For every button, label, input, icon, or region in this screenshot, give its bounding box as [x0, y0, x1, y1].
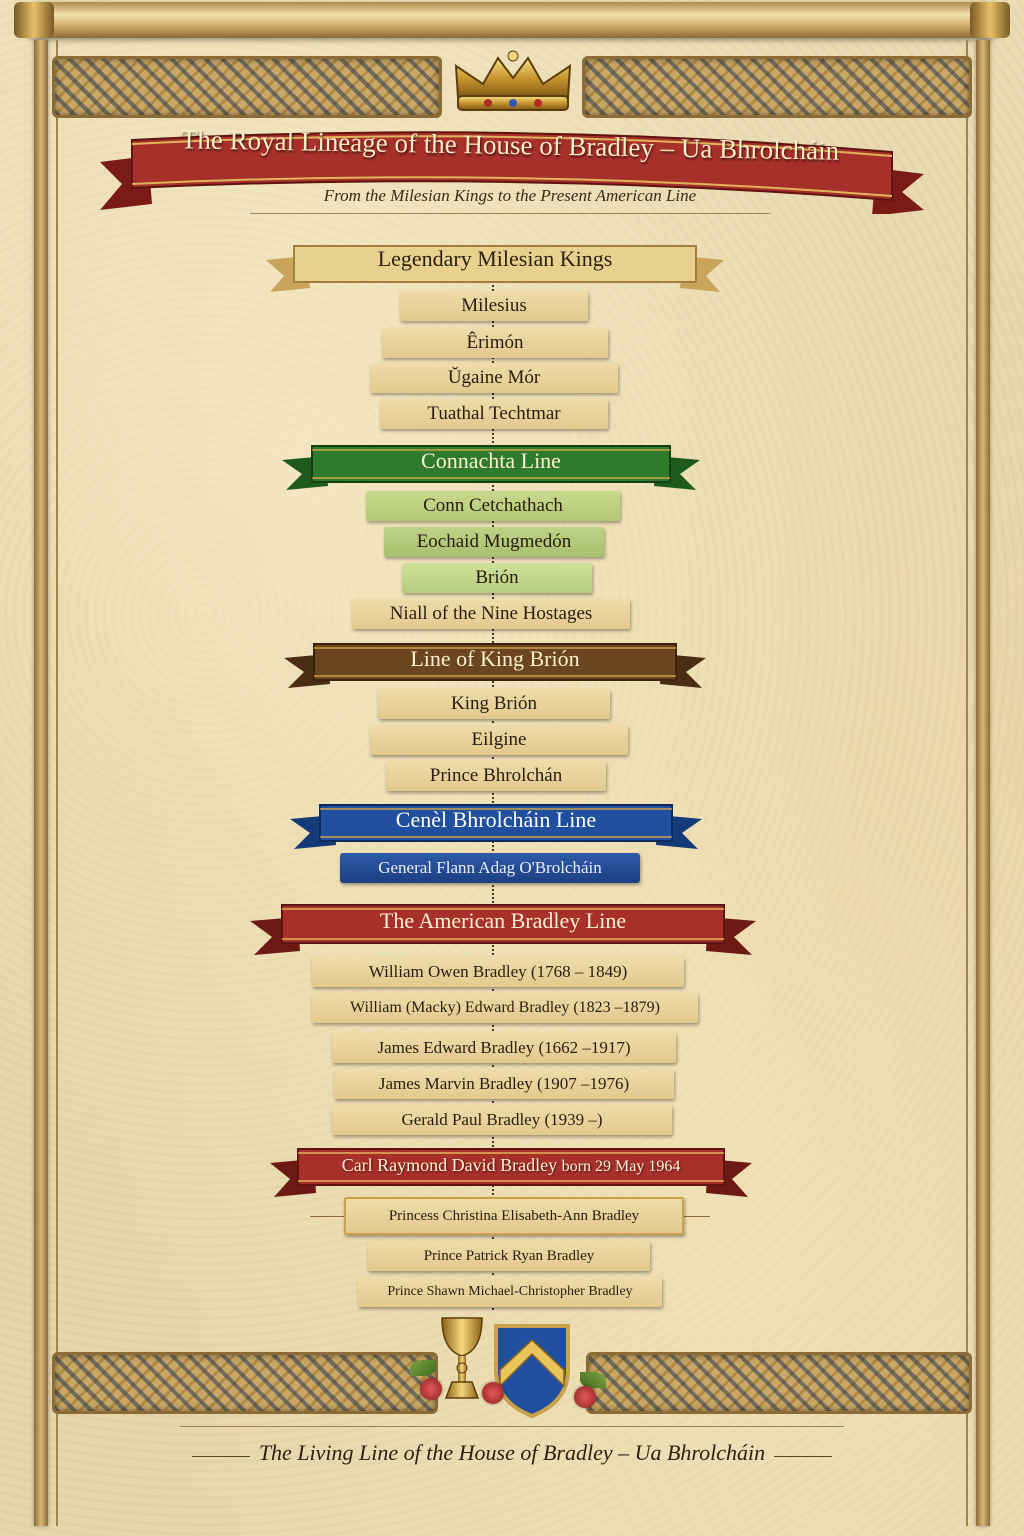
celtic-knot-border-top-left — [52, 56, 442, 118]
left-inner-rule — [56, 40, 58, 1526]
celtic-knot-border-bottom-right — [586, 1352, 972, 1414]
banner-cenel-bhrolchain-line — [290, 799, 702, 847]
page-subtitle: From the Milesian Kings to the Present American Line — [323, 186, 697, 205]
section-heading: Connachta Line — [421, 448, 561, 473]
child-member: Princess Christina Elisabeth-Ann Bradley — [344, 1197, 684, 1235]
right-inner-rule — [966, 40, 968, 1526]
lineage-member: Êrimón — [382, 328, 608, 358]
lineage-member: General Flann Adag O'Brolcháin — [340, 853, 640, 883]
rose-ornament — [482, 1382, 504, 1404]
section-heading: Cenèl Bhrolcháin Line — [395, 807, 597, 832]
lineage-member: James Edward Bradley (1662 –1917) — [332, 1033, 676, 1063]
banner-current-head — [270, 1145, 752, 1197]
footer-divider — [180, 1426, 844, 1427]
lineage-member: Niall of the Nine Hostages — [352, 599, 630, 629]
lineage-member: James Marvin Bradley (1907 –1976) — [334, 1069, 674, 1099]
lineage-member: Brión — [402, 563, 592, 593]
lineage-member: Conn Cetchathach — [366, 491, 620, 521]
rose-ornament — [420, 1378, 442, 1400]
child-member: Prince Shawn Michael-Christopher Bradley — [358, 1277, 662, 1307]
lineage-member: William (Macky) Edward Bradley (1823 –1879) — [312, 993, 698, 1023]
banner-milesian-kings — [266, 238, 724, 286]
right-border — [976, 40, 990, 1526]
lineage-member: Eilgine — [370, 725, 628, 755]
lineage-member: Gerald Paul Bradley (1939 –) — [332, 1105, 672, 1135]
lineage-member: Milesius — [400, 291, 588, 321]
lineage-member: Prince Bhrolchán — [386, 761, 606, 791]
footer-motto: The Living Line of the House of Bradley – Ua Bhrolcháin — [258, 1440, 766, 1465]
celtic-knot-border-top-right — [582, 56, 972, 118]
banner-line-of-king-brion — [284, 638, 706, 686]
left-border — [34, 40, 48, 1526]
shield-chevron-icon — [492, 1320, 572, 1420]
rose-ornament — [574, 1386, 596, 1408]
current-head-label — [270, 1155, 752, 1176]
lineage-member: Ŭgaine Mór — [370, 363, 618, 393]
roller-cap-right — [970, 2, 1010, 38]
subtitle-divider — [250, 213, 770, 214]
page-title: The Royal Lineage of the House of Bradley – Ua Bhrolcháin — [180, 124, 840, 166]
section-heading: Legendary Milesian Kings — [377, 246, 613, 271]
lineage-member: King Brión — [378, 689, 610, 719]
current-head-name: Carl Raymond David Bradley — [341, 1155, 558, 1175]
lineage-member: Eochaid Mugmedón — [384, 527, 604, 557]
crown-icon — [448, 48, 578, 118]
banner-american-bradley-line — [250, 899, 756, 947]
child-member: Prince Patrick Ryan Bradley — [368, 1241, 650, 1271]
roller-cap-left — [14, 2, 54, 38]
lineage-member: Tuathal Techtmar — [380, 399, 608, 429]
section-heading: Line of King Brión — [410, 646, 580, 671]
celtic-knot-border-bottom-left — [52, 1352, 438, 1414]
banner-connachta-line — [282, 440, 700, 488]
lineage-member: William Owen Bradley (1768 – 1849) — [312, 957, 684, 987]
section-heading: The American Bradley Line — [379, 908, 627, 933]
current-head-born: born 29 May 1964 — [561, 1158, 681, 1175]
leaf-ornament — [410, 1360, 436, 1376]
top-scroll-roller — [20, 2, 1004, 38]
grail-icon — [438, 1314, 486, 1404]
